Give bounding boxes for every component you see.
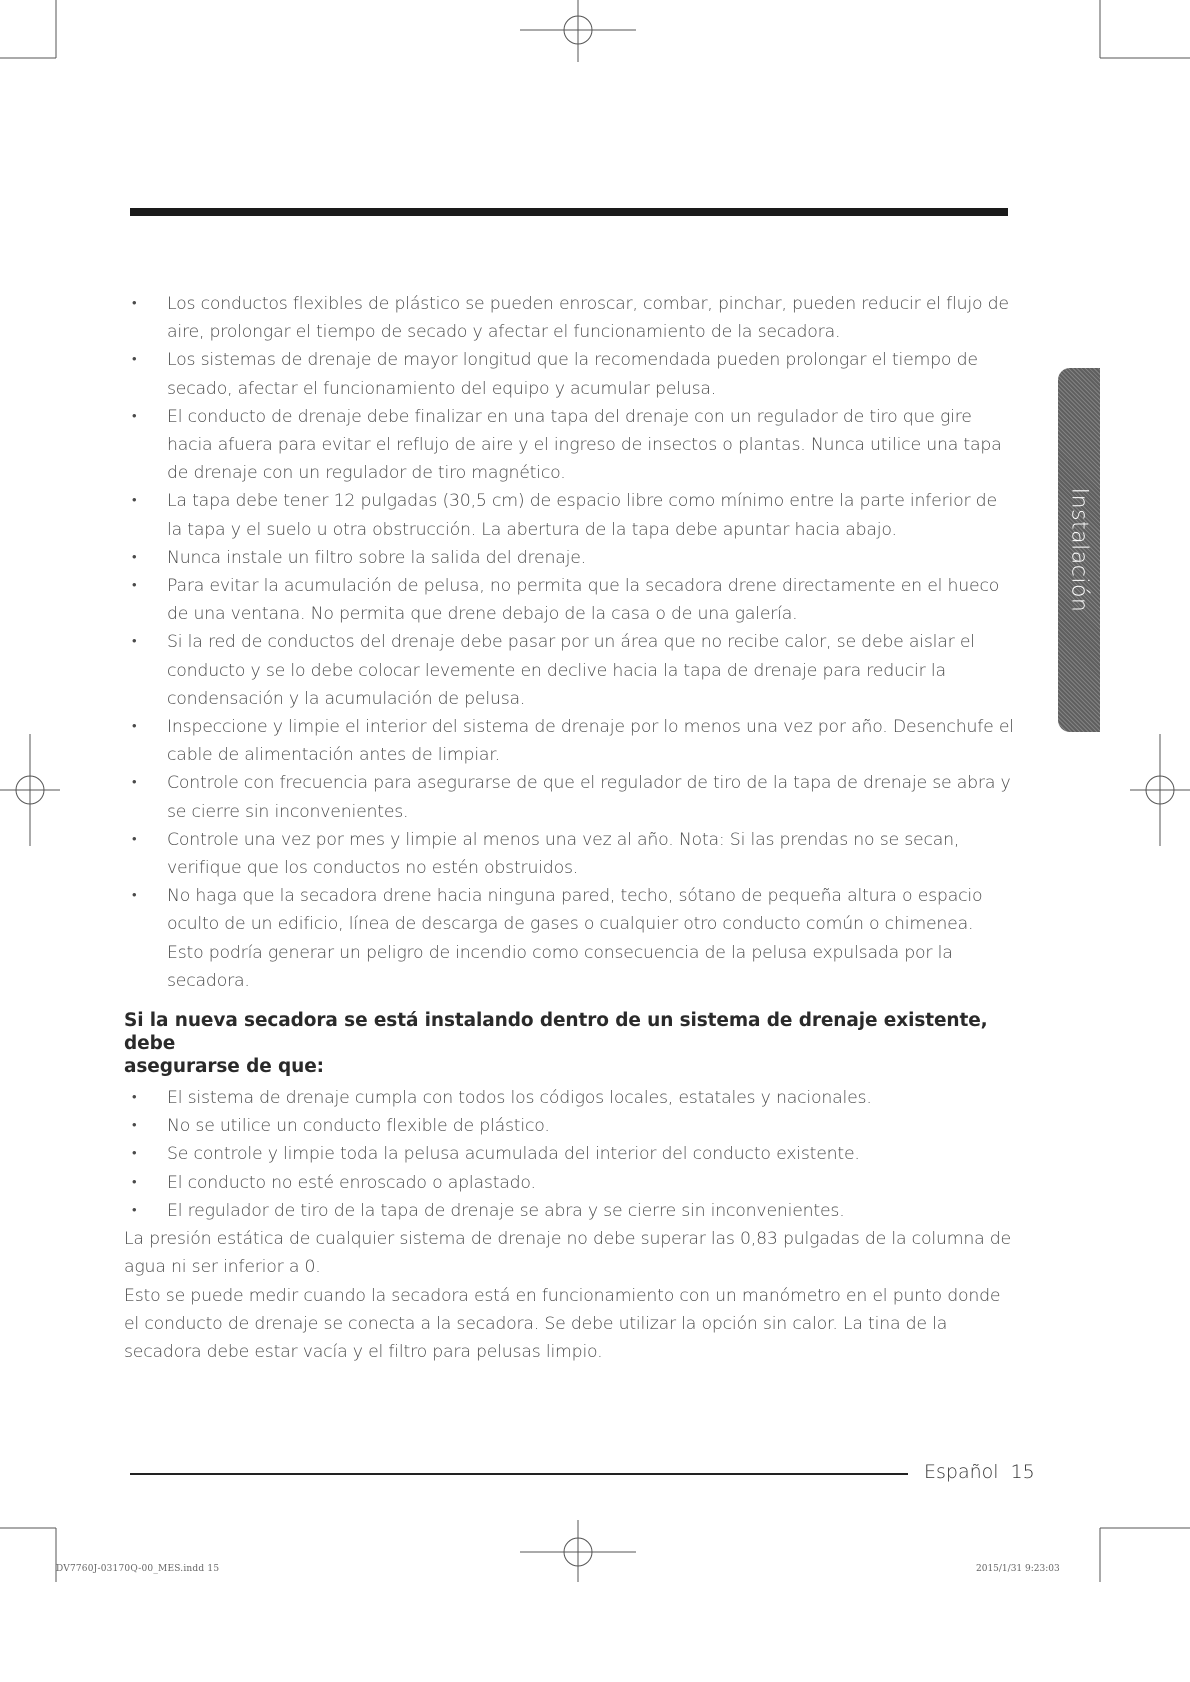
list-item: • No haga que la secadora drene hacia ninguna pared, techo, sótano de pequeña altura o espacio oculto de un edificio, línea de descarga de gases o cualquier otro conducto común o chimenea. Esto podría generar un peligro de incendio como consecuencia de la pelusa expulsada por la secadora. <box>124 882 1014 995</box>
list-item: • El sistema de drenaje cumpla con todos los códigos locales, estatales y nacionales. <box>124 1084 1014 1112</box>
existing-system-checklist <box>124 1084 1014 1225</box>
top-rule <box>130 208 1008 216</box>
list-item: • La tapa debe tener 12 pulgadas (30,5 cm) de espacio libre como mínimo entre la parte inferior de la tapa y el suelo u otra obstrucción. La abertura de la tapa debe apuntar hacia abajo. <box>124 487 1014 543</box>
measurement-paragraph: Esto se puede medir cuando la secadora está en funcionamiento con un manómetro en el punto donde el conducto de drenaje se conecta a la secadora. Se debe utilizar la opción sin calor. La tina de la secadora debe estar vacía y el filtro para pelusas limpio. <box>124 1285 1001 1362</box>
page-footer <box>924 1461 1035 1483</box>
list-item: • El conducto no esté enroscado o aplastado. <box>124 1169 1014 1197</box>
section-tab-label: Instalación <box>1066 487 1092 613</box>
section-heading-rest: asegurarse de que: <box>124 1056 324 1078</box>
main-content <box>124 290 1014 1366</box>
requirements-list <box>124 290 1014 995</box>
section-tab <box>1058 368 1100 732</box>
footer-rule <box>130 1473 908 1475</box>
print-slug-filename: DV7760J-03170Q-00_MES.indd 15 <box>56 1564 220 1574</box>
section-heading-main: Si la nueva secadora se está instalando dentro de un sistema de drenaje existente, debe <box>124 1010 988 1055</box>
list-item: • Controle una vez por mes y limpie al menos una vez al año. Nota: Si las prendas no se secan, verifique que los conductos no estén obstruidos. <box>124 826 1014 882</box>
list-item: • Para evitar la acumulación de pelusa, no permita que la secadora drene directamente en el hueco de una ventana. No permita que drene debajo de la casa o de una galería. <box>124 572 1014 628</box>
list-item: • No se utilice un conducto flexible de plástico. <box>124 1112 1014 1140</box>
list-item: • Inspeccione y limpie el interior del sistema de drenaje por lo menos una vez por año. Desenchufe el cable de alimentación antes de limpiar. <box>124 713 1014 769</box>
list-item: • El regulador de tiro de la tapa de drenaje se abra y se cierre sin inconvenientes. <box>124 1197 1014 1225</box>
static-pressure-paragraph: La presión estática de cualquier sistema de drenaje no debe superar las 0,83 pulgadas de la columna de agua ni ser inferior a 0. <box>124 1229 1011 1278</box>
section-heading <box>124 1009 1014 1078</box>
list-item: • Los conductos flexibles de plástico se pueden enroscar, combar, pinchar, pueden reducir el flujo de aire, prolongar el tiempo de secado y afectar el funcionamiento de la secadora. <box>124 290 1014 346</box>
list-item: • Controle con frecuencia para asegurarse de que el regulador de tiro de la tapa de drenaje se abra y se cierre sin inconvenientes. <box>124 769 1014 825</box>
list-item: • El conducto de drenaje debe finalizar en una tapa del drenaje con un regulador de tiro que gire hacia afuera para evitar el reflujo de aire y el ingreso de insectos o plantas. Nunca utilice una tapa de drenaje con un regulador de tiro magnético. <box>124 403 1014 488</box>
list-item: • Se controle y limpie toda la pelusa acumulada del interior del conducto existente. <box>124 1140 1014 1168</box>
list-item: • Nunca instale un filtro sobre la salida del drenaje. <box>124 544 1014 572</box>
list-item: • Si la red de conductos del drenaje debe pasar por un área que no recibe calor, se debe aislar el conducto y se lo debe colocar levemente en declive hacia la tapa de drenaje para reducir la condensación y la acumulación de pelusa. <box>124 628 1014 713</box>
footer-language: Español <box>924 1461 999 1483</box>
print-slug-timestamp: 2015/1/31 9:23:03 <box>976 1564 1060 1574</box>
list-item: • Los sistemas de drenaje de mayor longitud que la recomendada pueden prolongar el tiempo de secado, afectar el funcionamiento del equipo y acumular pelusa. <box>124 346 1014 402</box>
page-number: 15 <box>1010 1461 1035 1483</box>
